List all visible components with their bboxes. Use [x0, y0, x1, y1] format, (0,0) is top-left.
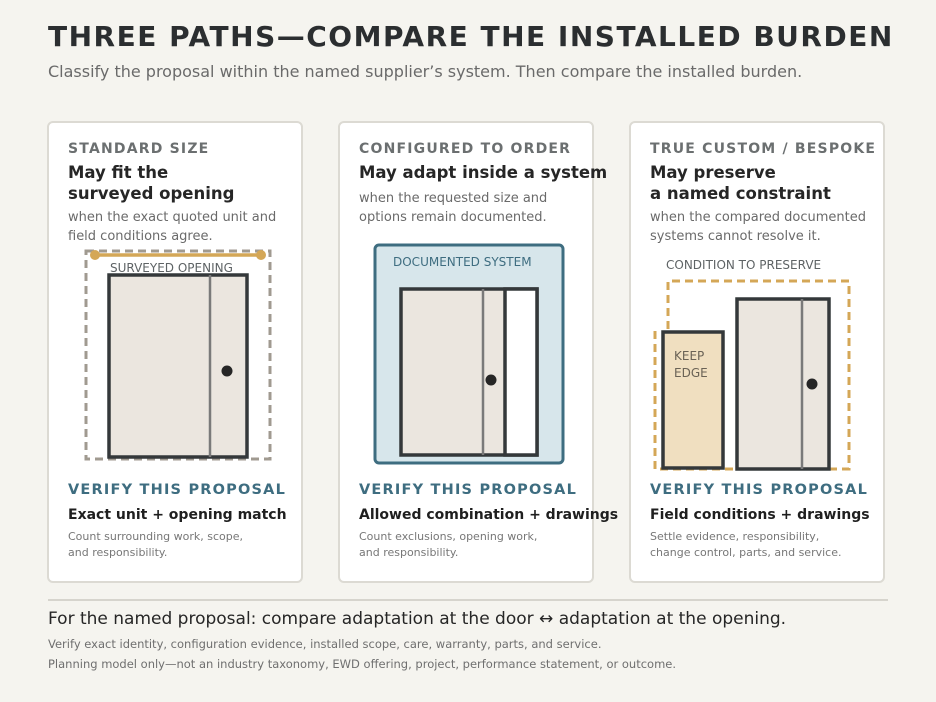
door-handle-icon: [486, 375, 497, 386]
card-description-line: when the requested size and: [359, 191, 548, 206]
verify-note-line: and responsibility.: [359, 546, 459, 559]
card-description-line: when the exact quoted unit and: [68, 210, 277, 225]
verify-title: Allowed combination + drawings: [359, 507, 619, 523]
door-handle-icon: [222, 366, 233, 377]
verify-note-line: Count surrounding work, scope,: [68, 530, 244, 543]
card-standard-size: [47, 121, 303, 583]
documented-system-label: DOCUMENTED SYSTEM: [393, 255, 532, 269]
sidelight-panel: [505, 289, 537, 455]
verify-note-line: Settle evidence, responsibility,: [650, 530, 820, 543]
surveyed-opening-label: SURVEYED OPENING: [110, 261, 233, 275]
card-kicker: STANDARD SIZE: [68, 141, 210, 157]
verify-note: [359, 529, 537, 561]
page-subtitle: Classify the proposal within the named supplier’s system. Then compare the installed burden.: [48, 62, 803, 81]
verify-label: VERIFY THIS PROPOSAL: [650, 482, 869, 498]
card-kicker: TRUE CUSTOM / BESPOKE: [650, 141, 877, 157]
card-heading-line: surveyed opening: [68, 184, 235, 203]
width-marker-left: [90, 250, 100, 260]
verify-note: [650, 529, 841, 561]
footer-note: Planning model only—not an industry taxonomy, EWD offering, project, performance statement, or outcome.: [48, 657, 677, 671]
width-marker-right: [256, 250, 266, 260]
standard-door-diagram: [49, 123, 305, 473]
card-description-line: when the compared documented: [650, 210, 866, 225]
card-description-line: systems cannot resolve it.: [650, 229, 821, 244]
card-heading-line: a named constraint: [650, 184, 831, 203]
verify-label: VERIFY THIS PROPOSAL: [359, 482, 578, 498]
card-true-custom: [629, 121, 885, 583]
card-heading-line: May fit the: [68, 163, 169, 182]
footer-note: Verify exact identity, configuration evidence, installed scope, care, warranty, parts, and service.: [48, 637, 602, 651]
page-title: THREE PATHS—COMPARE THE INSTALLED BURDEN: [48, 20, 894, 53]
verify-title: Field conditions + drawings: [650, 507, 870, 523]
keep-edge-label: KEEP: [674, 349, 705, 363]
card-kicker: CONFIGURED TO ORDER: [359, 141, 572, 157]
verify-note-line: Count exclusions, opening work,: [359, 530, 538, 543]
door-handle-icon: [807, 379, 818, 390]
verify-note: [68, 529, 243, 561]
verify-title: Exact unit + opening match: [68, 507, 287, 523]
verify-label: VERIFY THIS PROPOSAL: [68, 482, 287, 498]
card-heading-line: May preserve: [650, 163, 776, 182]
card-description-line: options remain documented.: [359, 210, 547, 225]
card-configured-to-order: [338, 121, 619, 583]
configured-door-diagram: [340, 123, 596, 473]
footer-divider: [48, 599, 888, 601]
card-heading-line: May adapt inside a system: [359, 163, 608, 182]
condition-to-preserve-label: CONDITION TO PRESERVE: [666, 258, 822, 272]
card-description-line: field conditions agree.: [68, 229, 213, 244]
footer-main-statement: For the named proposal: compare adaptation at the door ↔ adaptation at the opening.: [48, 609, 787, 629]
verify-note-line: change control, parts, and service.: [650, 546, 842, 559]
bespoke-door-diagram: [631, 123, 887, 473]
verify-note-line: and responsibility.: [68, 546, 168, 559]
keep-edge-label: EDGE: [674, 366, 708, 380]
